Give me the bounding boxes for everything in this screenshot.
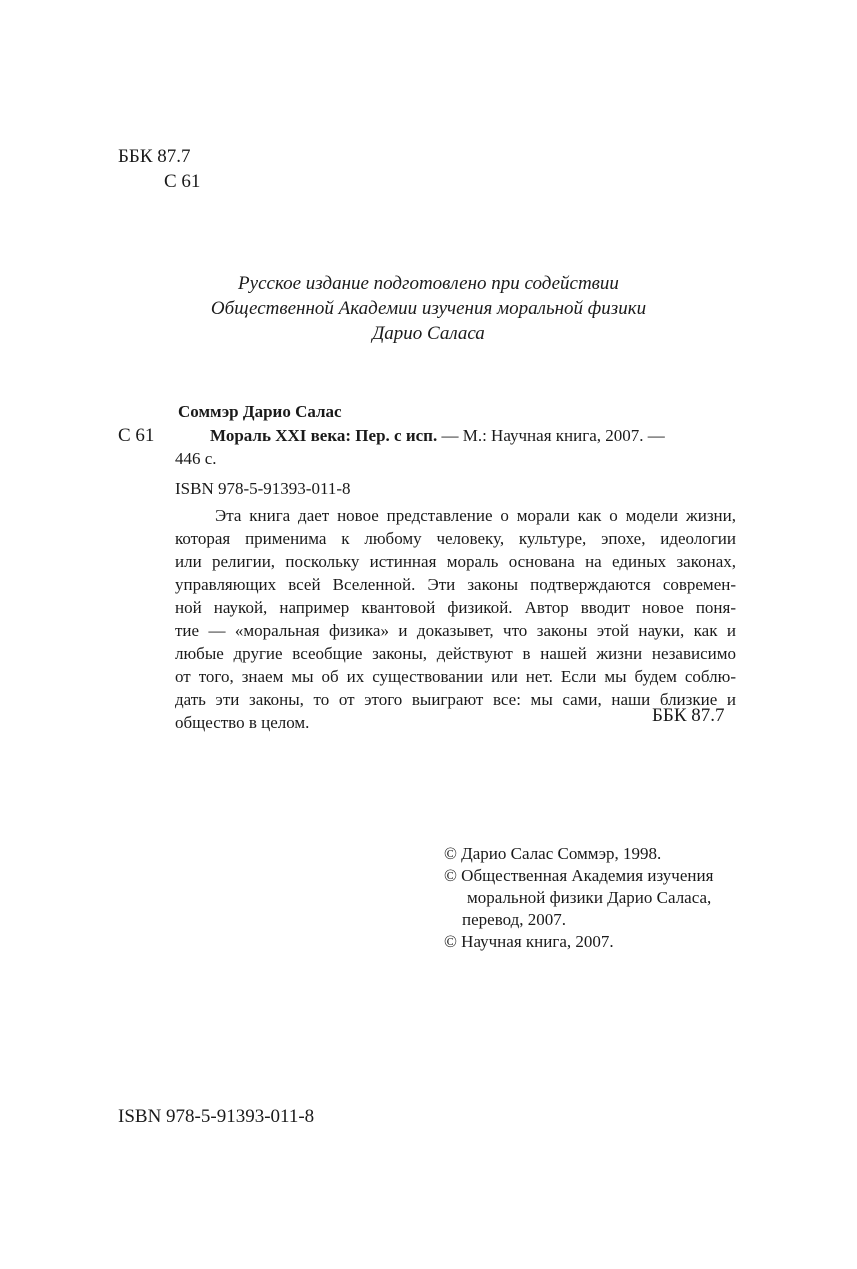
edition-note-line-2: Общественной Академии изучения моральной физики <box>210 298 647 319</box>
annotation-line: или религии, поскольку истинная мораль основана на единых законах, <box>175 552 736 571</box>
copyright-line: © Дарио Салас Соммэр, 1998. <box>444 844 662 863</box>
card-pages: 446 с. <box>175 449 217 468</box>
annotation-line: от того, знаем мы об их существовании или нет. Если мы будем соблю- <box>175 667 736 686</box>
edition-note-line-1: Русское издание подготовлено при содействии <box>238 273 619 294</box>
annotation-line: ной наукой, например квантовой физикой. Автор вводит новое поня- <box>175 598 736 617</box>
card-bbk-footer: ББК 87.7 <box>652 705 725 726</box>
annotation-line: которая применима к любому человеку, культуре, эпохе, идеологии <box>175 529 736 548</box>
card-title: Мораль XXI века: Пер. с исп. <box>210 426 438 445</box>
annotation-line: управляющих всей Вселенной. Эти законы подтверждаются современ- <box>175 575 736 594</box>
annotation-line: дать эти законы, то от этого выиграют все: мы сами, наши близкие и <box>175 690 736 709</box>
card-title-line <box>210 426 665 446</box>
author-mark: С 61 <box>164 171 201 192</box>
annotation-line: тие — «моральная физика» и доказывет, что законы этой науки, как и <box>175 621 736 640</box>
footer-isbn: ISBN 978-5-91393-011-8 <box>118 1106 315 1127</box>
card-imprint: — М.: Научная книга, 2007. — <box>437 426 665 445</box>
card-author-mark: С 61 <box>118 425 155 446</box>
edition-note-line-3: Дарио Саласа <box>372 323 485 344</box>
bbk-code: ББК 87.7 <box>118 146 191 167</box>
copyright-line: © Научная книга, 2007. <box>444 932 614 951</box>
annotation-line: любые другие всеобщие законы, действуют в нашей жизни независимо <box>175 644 736 663</box>
copyright-line: перевод, 2007. <box>462 910 567 929</box>
copyright-line: © Общественная Академия изучения <box>444 866 714 885</box>
annotation-line: Эта книга дает новое представление о морали как о модели жизни, <box>215 506 736 525</box>
card-isbn: ISBN 978-5-91393-011-8 <box>175 479 351 498</box>
card-author: Соммэр Дарио Салас <box>178 402 342 421</box>
copyright-line: моральной физики Дарио Саласа, <box>467 888 712 907</box>
annotation-line: общество в целом. <box>175 713 310 732</box>
